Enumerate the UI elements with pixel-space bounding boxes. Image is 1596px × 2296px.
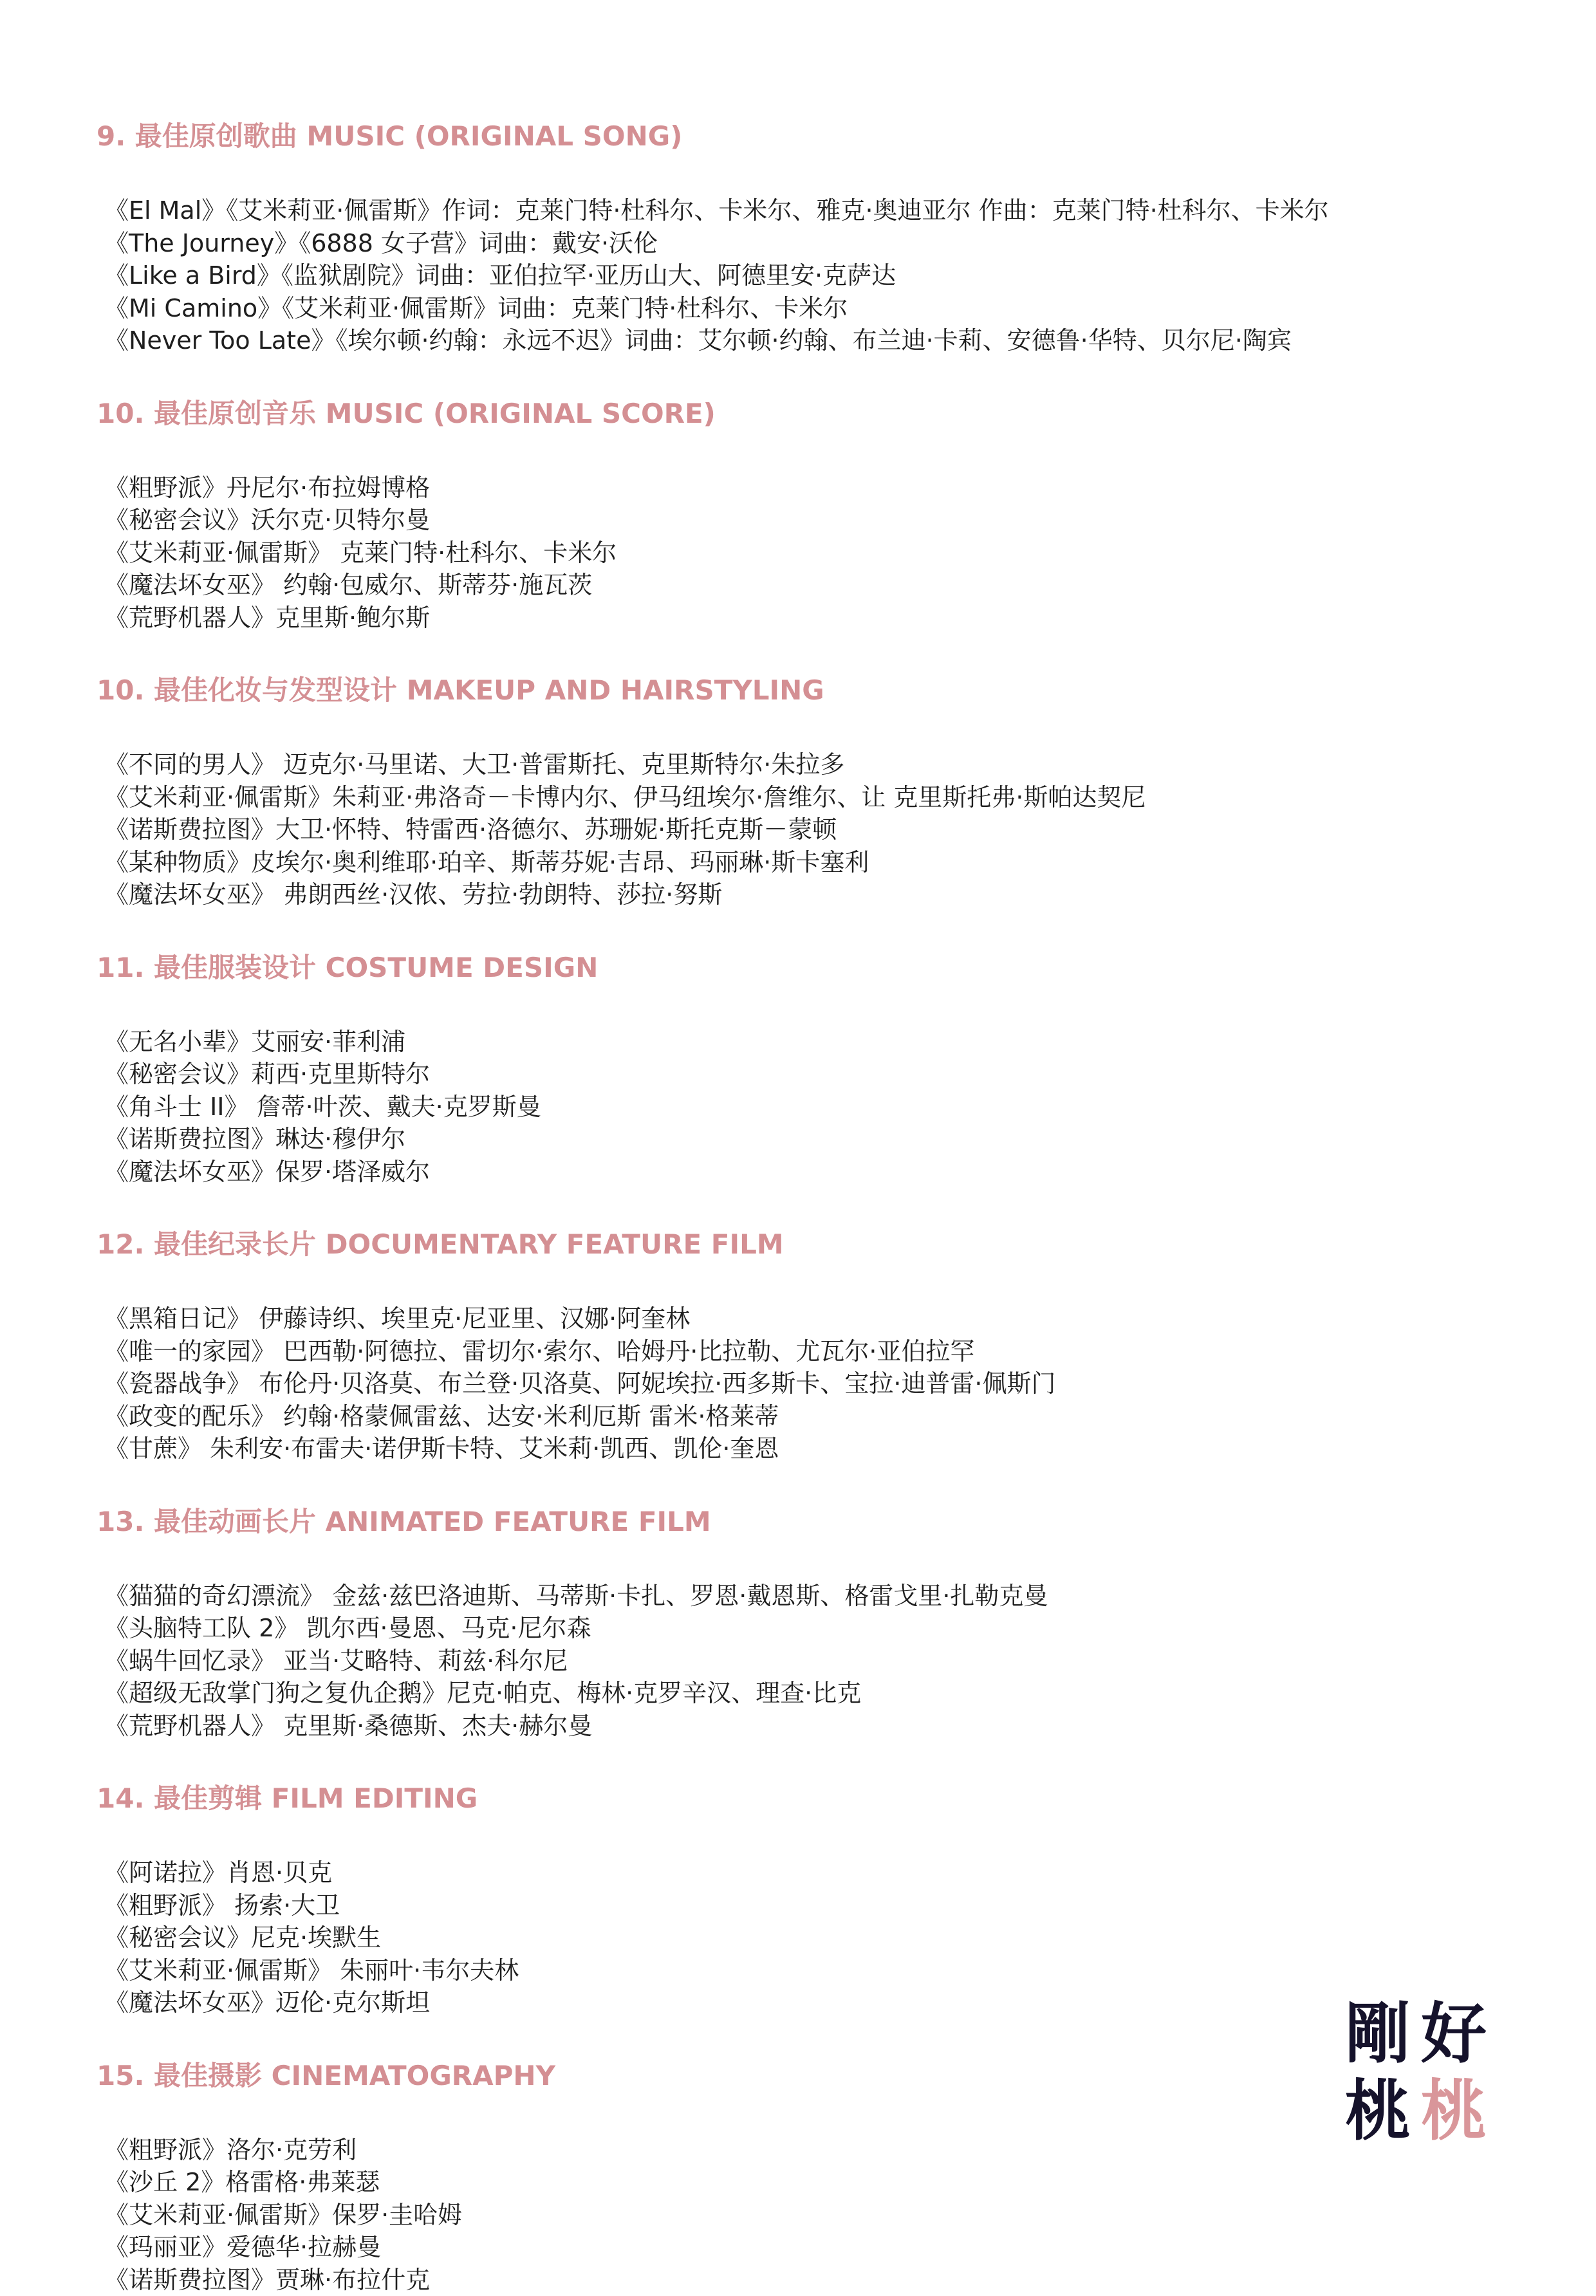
section-title: 14. 最佳剪辑 FILM EDITING bbox=[97, 1779, 1512, 1818]
section-original-song bbox=[97, 117, 1512, 357]
section-animated-feature bbox=[97, 1503, 1512, 1743]
nominee-entry: 《秘密会议》莉西·克里斯特尔 bbox=[104, 1058, 1512, 1091]
logo-char: 桃 bbox=[1342, 2075, 1414, 2147]
nominee-list bbox=[97, 2134, 1512, 2296]
nominee-entry: 《头脑特工队 2》 凯尔西·曼恩、马克·尼尔森 bbox=[104, 1612, 1512, 1645]
logo-char: 桃 bbox=[1418, 2075, 1490, 2147]
nominee-entry: 《阿诺拉》肖恩·贝克 bbox=[104, 1856, 1512, 1889]
nominee-entry: 《Like a Bird》《监狱剧院》词曲：亚伯拉罕·亚历山大、阿德里安·克萨达 bbox=[104, 259, 1512, 292]
nominee-entry: 《诺斯费拉图》贾琳·布拉什克 bbox=[104, 2264, 1512, 2296]
nominee-entry: 《黑箱日记》 伊藤诗织、埃里克·尼亚里、汉娜·阿奎林 bbox=[104, 1302, 1512, 1335]
nominee-list bbox=[97, 1856, 1512, 2019]
nominee-entry: 《艾米莉亚·佩雷斯》 克莱门特·杜科尔、卡米尔 bbox=[104, 537, 1512, 569]
nominee-entry: 《魔法坏女巫》 弗朗西丝·汉侬、劳拉·勃朗特、莎拉·努斯 bbox=[104, 878, 1512, 911]
logo-char: 好 bbox=[1418, 1998, 1490, 2070]
nominee-list bbox=[97, 748, 1512, 911]
nominee-entry: 《荒野机器人》克里斯·鲍尔斯 bbox=[104, 602, 1512, 634]
nominee-entry: 《猫猫的奇幻漂流》 金兹·兹巴洛迪斯、马蒂斯·卡扎、罗恩·戴恩斯、格雷戈里·扎勒克曼 bbox=[104, 1580, 1512, 1613]
nominee-entry: 《玛丽亚》爱德华·拉赫曼 bbox=[104, 2231, 1512, 2264]
section-title: 11. 最佳服装设计 COSTUME DESIGN bbox=[97, 949, 1512, 987]
section-title: 10. 最佳化妆与发型设计 MAKEUP AND HAIRSTYLING bbox=[97, 671, 1512, 710]
nominee-entry: 《Never Too Late》《埃尔顿·约翰：永远不迟》词曲：艾尔顿·约翰、布兰迪·卡莉、安德鲁·华特、贝尔尼·陶宾 bbox=[104, 324, 1512, 357]
section-original-score bbox=[97, 394, 1512, 634]
nominee-entry: 《唯一的家园》 巴西勒·阿德拉、雷切尔·索尔、哈姆丹·比拉勒、尤瓦尔·亚伯拉罕 bbox=[104, 1335, 1512, 1368]
nominee-entry: 《魔法坏女巫》 约翰·包威尔、斯蒂芬·施瓦茨 bbox=[104, 569, 1512, 602]
nominee-entry: 《政变的配乐》 约翰·格蒙佩雷兹、达安·米利厄斯 雷米·格莱蒂 bbox=[104, 1400, 1512, 1433]
nominee-entry: 《荒野机器人》 克里斯·桑德斯、杰夫·赫尔曼 bbox=[104, 1710, 1512, 1743]
nominee-entry: 《瓷器战争》 布伦丹·贝洛莫、布兰登·贝洛莫、阿妮埃拉·西多斯卡、宝拉·迪普雷·佩斯门 bbox=[104, 1367, 1512, 1400]
nominee-entry: 《粗野派》 扬索·大卫 bbox=[104, 1889, 1512, 1922]
document-body bbox=[97, 117, 1512, 2296]
nominee-entry: 《超级无敌掌门狗之复仇企鹅》尼克·帕克、梅林·克罗辛汉、理查·比克 bbox=[104, 1677, 1512, 1710]
section-title: 13. 最佳动画长片 ANIMATED FEATURE FILM bbox=[97, 1503, 1512, 1541]
nominee-entry: 《艾米莉亚·佩雷斯》 朱丽叶·韦尔夫林 bbox=[104, 1954, 1512, 1987]
section-title: 12. 最佳纪录长片 DOCUMENTARY FEATURE FILM bbox=[97, 1225, 1512, 1264]
nominee-entry: 《秘密会议》沃尔克·贝特尔曼 bbox=[104, 504, 1512, 537]
section-title: 9. 最佳原创歌曲 MUSIC (ORIGINAL SONG) bbox=[97, 117, 1512, 156]
section-documentary-feature bbox=[97, 1225, 1512, 1465]
nominee-entry: 《魔法坏女巫》迈伦·克尔斯坦 bbox=[104, 1986, 1512, 2019]
nominee-entry: 《角斗士 II》 詹蒂·叶茨、戴夫·克罗斯曼 bbox=[104, 1091, 1512, 1124]
nominee-entry: 《某种物质》皮埃尔·奥利维耶·珀辛、斯蒂芬妮·吉昂、玛丽琳·斯卡塞利 bbox=[104, 846, 1512, 879]
nominee-entry: 《诺斯费拉图》大卫·怀特、特雷西·洛德尔、苏珊妮·斯托克斯－蒙顿 bbox=[104, 813, 1512, 846]
nominee-list bbox=[97, 1026, 1512, 1189]
nominee-entry: 《粗野派》丹尼尔·布拉姆博格 bbox=[104, 472, 1512, 505]
nominee-list bbox=[97, 194, 1512, 357]
nominee-entry: 《秘密会议》尼克·埃默生 bbox=[104, 1921, 1512, 1954]
section-makeup-hairstyling bbox=[97, 671, 1512, 911]
nominee-entry: 《El Mal》《艾米莉亚·佩雷斯》作词：克莱门特·杜科尔、卡米尔、雅克·奥迪亚尔 作曲：克莱门特·杜科尔、卡米尔 bbox=[104, 194, 1512, 227]
nominee-entry: 《不同的男人》 迈克尔·马里诺、大卫·普雷斯托、克里斯特尔·朱拉多 bbox=[104, 748, 1512, 781]
section-costume-design bbox=[97, 949, 1512, 1189]
section-cinematography bbox=[97, 2057, 1512, 2296]
nominee-entry: 《Mi Camino》《艾米莉亚·佩雷斯》词曲：克莱门特·杜科尔、卡米尔 bbox=[104, 292, 1512, 325]
nominee-entry: 《沙丘 2》格雷格·弗莱瑟 bbox=[104, 2166, 1512, 2199]
nominee-entry: 《诺斯费拉图》琳达·穆伊尔 bbox=[104, 1123, 1512, 1156]
section-title: 10. 最佳原创音乐 MUSIC (ORIGINAL SCORE) bbox=[97, 394, 1512, 433]
nominee-list bbox=[97, 1580, 1512, 1743]
nominee-entry: 《魔法坏女巫》保罗·塔泽威尔 bbox=[104, 1156, 1512, 1189]
nominee-list bbox=[97, 472, 1512, 634]
nominee-entry: 《艾米莉亚·佩雷斯》朱莉亚·弗洛奇－卡博内尔、伊马纽埃尔·詹维尔、让 克里斯托弗·斯帕达契尼 bbox=[104, 781, 1512, 814]
nominee-entry: 《The Journey》《6888 女子营》词曲：戴安·沃伦 bbox=[104, 227, 1512, 260]
brand-logo bbox=[1342, 1998, 1496, 2152]
nominee-entry: 《粗野派》洛尔·克劳利 bbox=[104, 2134, 1512, 2167]
nominee-list bbox=[97, 1302, 1512, 1465]
section-title: 15. 最佳摄影 CINEMATOGRAPHY bbox=[97, 2057, 1512, 2095]
nominee-entry: 《艾米莉亚·佩雷斯》保罗·圭哈姆 bbox=[104, 2199, 1512, 2232]
section-film-editing bbox=[97, 1779, 1512, 2019]
nominee-entry: 《无名小辈》艾丽安·菲利浦 bbox=[104, 1026, 1512, 1059]
logo-char: 剛 bbox=[1342, 1998, 1414, 2070]
nominee-entry: 《蜗牛回忆录》 亚当·艾略特、莉兹·科尔尼 bbox=[104, 1645, 1512, 1678]
nominee-entry: 《甘蔗》 朱利安·布雷夫·诺伊斯卡特、艾米莉·凯西、凯伦·奎恩 bbox=[104, 1432, 1512, 1465]
